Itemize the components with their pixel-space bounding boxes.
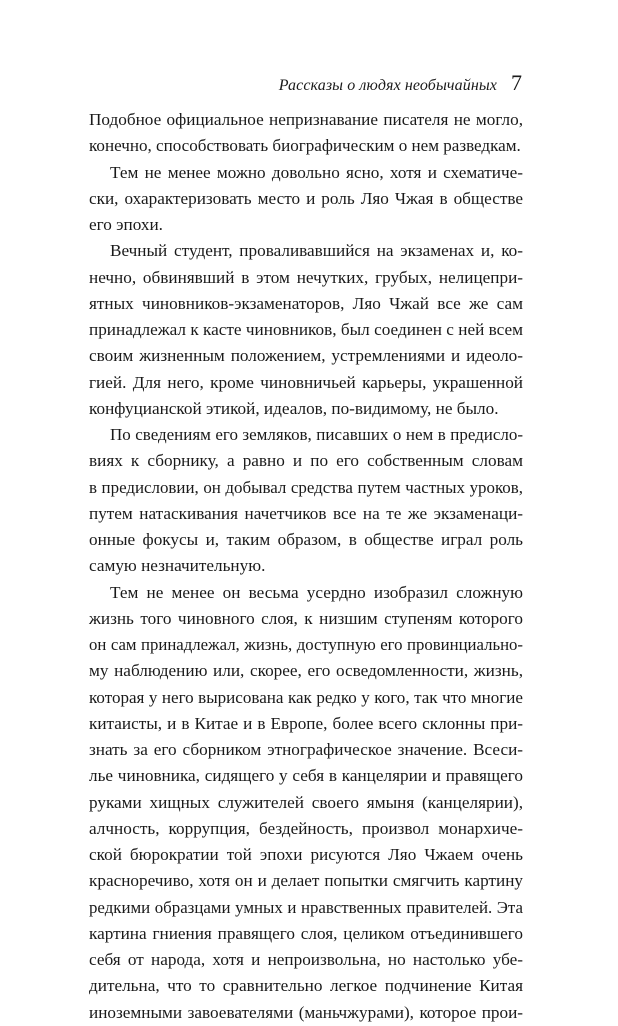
text-line: алчность, коррупция, бездейность, произвол монархиче- (89, 818, 523, 838)
text-line: которая у него вырисована как редко у кого, так что многие (89, 687, 523, 707)
text-line: себя от народа, хотя и непроизвольна, но настолько убе- (89, 950, 523, 969)
body-text (89, 107, 523, 1026)
text-line: ятных чиновников-экзаменаторов, Ляо Чжай все же сам (89, 293, 523, 313)
text-line: в предисловии, он добывал средства путем частных уроков, (89, 477, 523, 497)
text-line: нечно, обвинявший в этом нечутких, грубых, нелицепри- (89, 267, 523, 287)
text-line: китаисты, и в Китае и в Европе, более всего склонны при- (89, 713, 523, 733)
text-line: Подобное официальное непризнавание писателя не могло, (89, 110, 523, 129)
text-line: своим жизненным положением, устремлениями и идеоло- (89, 346, 523, 366)
text-line: Вечный студент, проваливавшийся на экзаменах и, ко- (110, 241, 523, 261)
text-line: ской бюрократии той эпохи рисуются Ляо Чжаем очень (89, 845, 523, 864)
text-line: ски, охарактеризовать место и роль Ляо Чжая в обществе (89, 188, 523, 208)
page-number: 7 (511, 70, 522, 95)
text-line: жизнь того чиновного слоя, к низшим ступеням которого (89, 608, 523, 628)
running-title: Рассказы о людях необычайных (278, 77, 497, 94)
text-line: он сам принадлежал, жизнь, доступную его провинциально- (89, 635, 523, 654)
text-line: знать за его сборником этнографическое значение. Всеси- (89, 740, 523, 759)
text-line: принадлежал к касте чиновников, был соединен с ней всем (89, 320, 523, 339)
text-line: путем натаскивания начетчиков все на те же экзаменаци- (89, 503, 523, 523)
text-line: конечно, способствовать биографическим о нем разведкам. (89, 136, 521, 156)
text-line: виях к сборнику, а равно и по его собственным словам (89, 451, 523, 471)
text-line: дительна, что то сравнительно легкое подчинение Китая (89, 976, 523, 996)
text-line: иноземными завоевателями (маньчжурами), которое прои- (89, 1002, 523, 1022)
text-line: гией. Для него, кроме чиновничьей карьеры, украшенной (89, 372, 523, 392)
text-line: онные фокусы и, таким образом, в обществе играл роль (89, 530, 523, 549)
text-line: руками хищных служителей своего ямыня (канцелярии), (89, 792, 523, 812)
running-header (279, 70, 522, 96)
text-line: По сведениям его земляков, писавших о нем в предисло- (110, 425, 523, 444)
text-line: конфуцианской этикой, идеалов, по-видимому, не было. (89, 398, 499, 418)
text-line: самую незначительную. (89, 556, 266, 576)
text-line: его эпохи. (89, 215, 163, 234)
text-line: редкими образцами умных и нравственных правителей. Эта (89, 897, 523, 917)
text-line: Тем не менее можно довольно ясно, хотя и схематиче- (110, 162, 523, 182)
text-line: красноречиво, хотя он и делает попытки смягчить картину (89, 871, 523, 891)
text-line: Тем не менее он весьма усердно изобразил сложную (110, 582, 523, 602)
text-line: картина гниения правящего слоя, целиком отъединившего (89, 923, 523, 943)
text-line: му наблюдению или, скорее, его осведомленности, жизнь, (89, 661, 523, 681)
text-line: лье чиновника, сидящего у себя в канцелярии и правящего (89, 766, 523, 786)
